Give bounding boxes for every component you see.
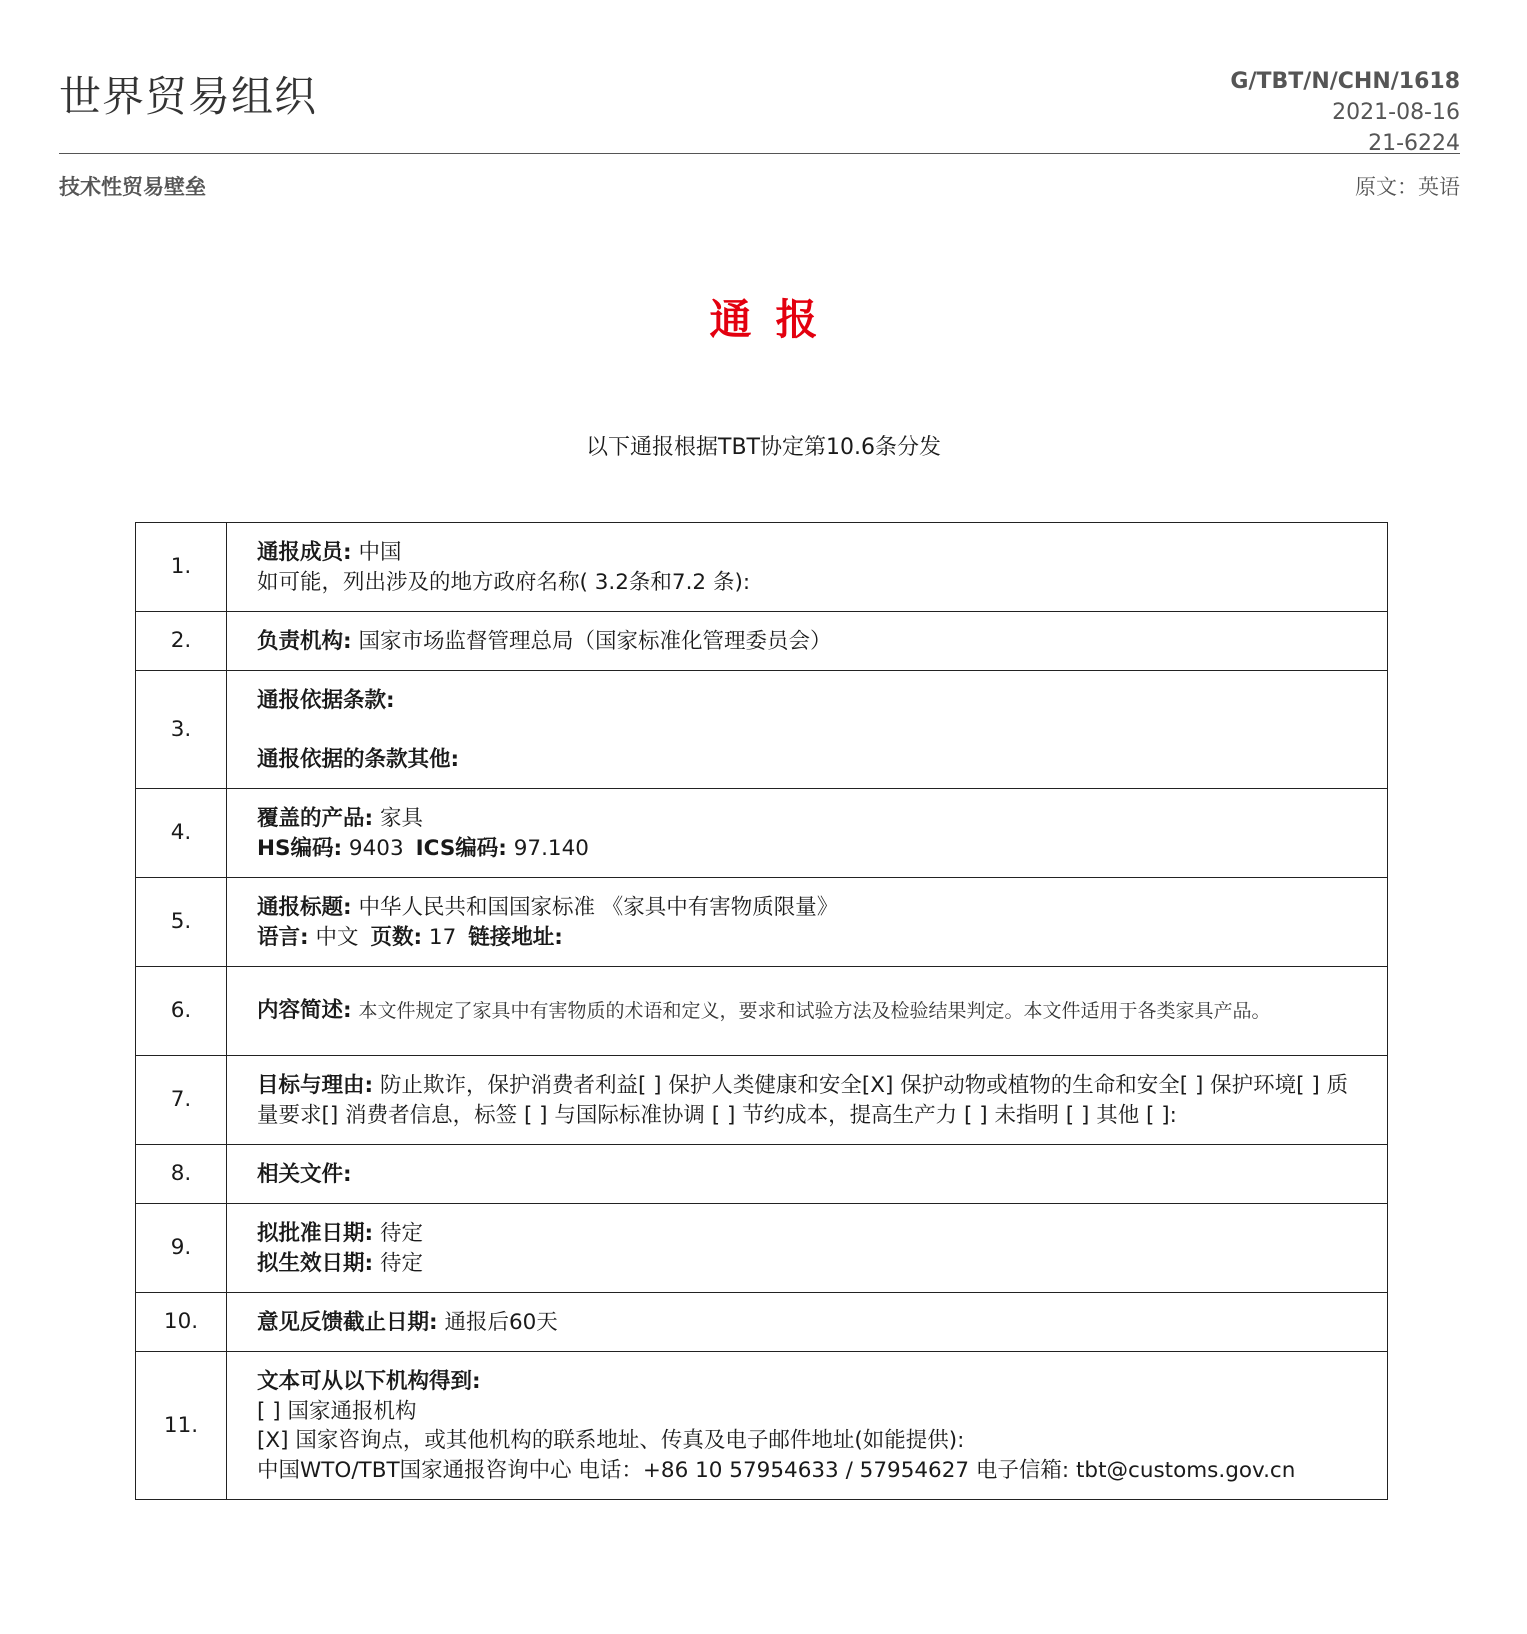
row-content: [227, 1352, 1388, 1500]
text-availability-label: 文本可从以下机构得到:: [257, 1369, 481, 1394]
agency-label: 负责机构:: [257, 628, 352, 654]
local-government-line: 如可能，列出涉及的地方政府名称( 3.2条和7.2 条):: [257, 569, 751, 595]
table-row: [136, 878, 1388, 967]
notification-subtitle: 以下通报根据TBT协定第10.6条分发: [586, 435, 941, 460]
hs-code-value: 9403: [342, 835, 404, 861]
comments-deadline-value: 通报后60天: [437, 1309, 558, 1335]
language-value: 中文: [308, 924, 359, 950]
agency-value: 国家市场监督管理总局（国家标准化管理委员会）: [351, 628, 832, 654]
row-content: [227, 523, 1388, 612]
pages-value: 17: [422, 924, 457, 950]
ics-code-value: 97.140: [506, 835, 589, 861]
entry-into-force-value: 待定: [373, 1250, 423, 1276]
member-label: 通报成员:: [257, 540, 352, 565]
row-number: 3.: [136, 671, 227, 789]
row-content: [227, 967, 1388, 1056]
document-date: 2021-08-16: [1332, 100, 1460, 125]
table-row: [136, 1145, 1388, 1204]
row-number: 2.: [136, 612, 227, 671]
objective-label: 目标与理由:: [257, 1073, 374, 1098]
table-row: [136, 1293, 1388, 1352]
description-label: 内容简述:: [257, 998, 352, 1024]
title-label: 通报标题:: [257, 895, 352, 920]
table-row: [136, 671, 1388, 789]
document-symbol: G/TBT/N/CHN/1618: [1230, 69, 1460, 94]
row-number: 11.: [136, 1352, 227, 1500]
table-row: [136, 523, 1388, 612]
row-number: 5.: [136, 878, 227, 967]
products-label: 覆盖的产品:: [257, 806, 374, 831]
comments-deadline-label: 意见反馈截止日期:: [257, 1309, 438, 1335]
row-content: [227, 612, 1388, 671]
row-content: [227, 671, 1388, 789]
adoption-date-label: 拟批准日期:: [257, 1221, 374, 1246]
table-row: [136, 967, 1388, 1056]
enquiry-point-option: [X] 国家咨询点，或其他机构的联系地址、传真及电子邮件地址(如能提供):: [257, 1428, 965, 1453]
row-number: 4.: [136, 789, 227, 878]
header-divider: [59, 153, 1460, 154]
ics-code-label: ICS编码:: [415, 835, 507, 861]
pages-label: 页数:: [370, 924, 423, 950]
notification-title: 通报: [709, 295, 842, 344]
document-meta: [1230, 66, 1460, 159]
table-row: [136, 789, 1388, 878]
row-content: [227, 1293, 1388, 1352]
national-body-option: [ ] 国家通报机构: [257, 1398, 417, 1424]
link-label: 链接地址:: [468, 924, 563, 950]
table-row: [136, 612, 1388, 671]
row-number: 9.: [136, 1204, 227, 1293]
title-value: 中华人民共和国国家标准 《家具中有害物质限量》: [351, 895, 839, 920]
committee-name: 技术性贸易壁垒: [59, 175, 206, 199]
notification-table: [135, 522, 1388, 1500]
table-row: [136, 1056, 1388, 1145]
articles-other-label: 通报依据的条款其他:: [257, 747, 460, 772]
row-number: 7.: [136, 1056, 227, 1145]
relevant-documents-label: 相关文件:: [257, 1161, 352, 1187]
row-content: [227, 878, 1388, 967]
row-content: [227, 789, 1388, 878]
objective-value: 防止欺诈，保护消费者利益[ ] 保护人类健康和安全[X] 保护动物或植物的生命和安全[ ] 保护环境[ ] 质量要求[] 消费者信息，标签 [ ] 与国际标准协调 [ ] 节约成本，提高生产力 [ ] 未指明 [ ] 其他 [ ]:: [257, 1073, 1349, 1128]
table-row: [136, 1204, 1388, 1293]
language-label: 语言:: [257, 924, 309, 950]
row-number: 1.: [136, 523, 227, 612]
hs-code-label: HS编码:: [257, 835, 343, 861]
entry-into-force-label: 拟生效日期:: [257, 1250, 374, 1276]
original-language: 原文：英语: [1355, 175, 1460, 199]
table-row: [136, 1352, 1388, 1500]
contact-details: 中国WTO/TBT国家通报咨询中心 电话：+86 10 57954633 / 57954627 电子信箱: tbt@customs.gov.cn: [257, 1457, 1296, 1483]
row-number: 6.: [136, 967, 227, 1056]
row-content: [227, 1204, 1388, 1293]
products-value: 家具: [373, 806, 423, 831]
document-number: 21-6224: [1368, 131, 1460, 156]
member-value: 中国: [351, 540, 402, 565]
row-number: 10.: [136, 1293, 227, 1352]
row-number: 8.: [136, 1145, 227, 1204]
org-name: 世界贸易组织: [59, 72, 318, 121]
row-content: [227, 1056, 1388, 1145]
adoption-date-value: 待定: [373, 1221, 423, 1246]
row-content: [227, 1145, 1388, 1204]
description-value: 本文件规定了家具中有害物质的术语和定义，要求和试验方法及检验结果判定。本文件适用于各类家具产品。: [358, 1000, 1271, 1023]
articles-label: 通报依据条款:: [257, 687, 395, 713]
